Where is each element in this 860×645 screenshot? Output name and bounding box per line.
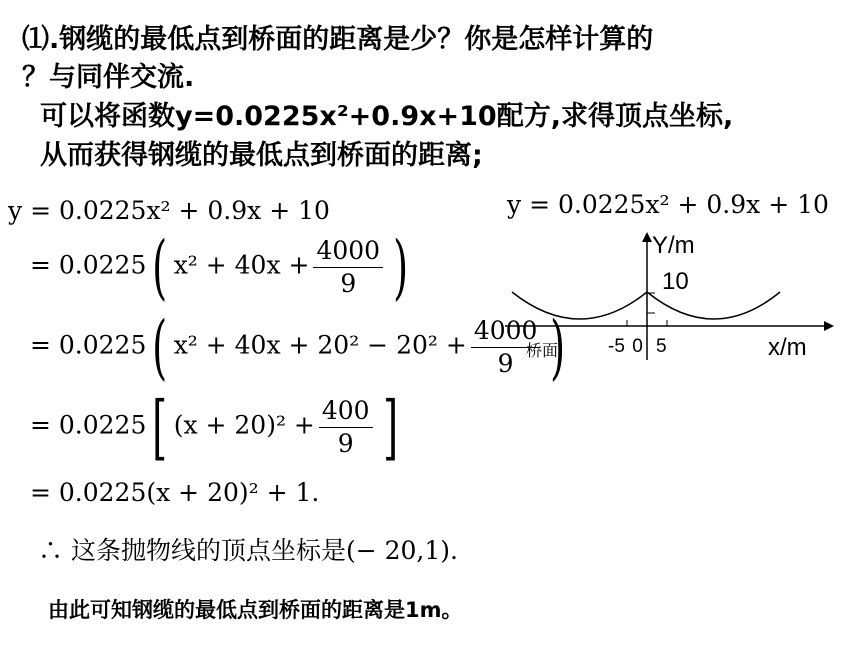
- cable-curve-right: [647, 292, 780, 319]
- derivation-step-5: = 0.0225(x + 20)² + 1.: [30, 478, 320, 507]
- question-line-2: ？与同伴交流.: [22, 62, 195, 93]
- x-tick-label-0: 0: [632, 336, 643, 357]
- step-3-numerator: 4000: [471, 317, 541, 348]
- derivation-step-2: [30, 226, 414, 308]
- step-3-paren-open: (: [152, 306, 168, 388]
- x-tick-label-5: 5: [656, 336, 667, 357]
- hint-formula: y=0.0225x²+0.9x+10: [175, 101, 497, 132]
- hint-line-2: 从而获得钢缆的最低点到桥面的距离;: [40, 140, 483, 171]
- step-3-denominator: 9: [497, 348, 514, 378]
- y-axis-label: Y/m: [652, 232, 695, 259]
- step-3-inner: x² + 40x + 20² − 20² +: [173, 330, 467, 360]
- hint-line-1: [40, 99, 733, 135]
- step-4-bracket-open: [: [152, 386, 168, 468]
- step-4-inner: (x + 20)² +: [173, 410, 315, 440]
- y-axis-arrow-icon: [642, 232, 652, 242]
- derivation-step-1: y = 0.0225x² + 0.9x + 10: [8, 196, 330, 225]
- conclusion: 由此可知钢缆的最低点到桥面的距离是1m。: [48, 598, 463, 622]
- y-tick-label: 10: [662, 268, 689, 295]
- x-tick-label-neg5: -5: [608, 336, 625, 357]
- x-tick-labels: [608, 336, 667, 358]
- step-4-bracket-close: ]: [382, 386, 398, 468]
- vertex-statement: ∴ 这条抛物线的顶点坐标是(− 20,1).: [38, 536, 458, 565]
- hint-suffix: 配方,求得顶点坐标,: [496, 101, 734, 132]
- step-2-fraction: [313, 237, 383, 298]
- derivation-step-3: [30, 306, 572, 388]
- step-3-paren-close: ): [550, 306, 566, 388]
- question-line-1: ⑴.钢缆的最低点到桥面的距离是少？你是怎样计算的: [22, 24, 654, 55]
- bridge-label: 桥面: [526, 341, 559, 360]
- x-axis-label: x/m: [768, 334, 807, 361]
- x-axis-arrow-icon: [824, 321, 834, 331]
- step-2-numerator: 4000: [313, 237, 383, 268]
- step-2-paren-close: ): [393, 226, 409, 308]
- hint-prefix: 可以将函数: [40, 101, 175, 132]
- step-4-prefix: = 0.0225: [30, 410, 147, 440]
- step-2-paren-open: (: [152, 226, 168, 308]
- derivation-step-4: [30, 386, 404, 468]
- step-4-denominator: 9: [337, 428, 354, 458]
- step-3-prefix: = 0.0225: [30, 330, 147, 360]
- step-4-numerator: 400: [319, 397, 373, 428]
- step-2-denominator: 9: [340, 268, 357, 298]
- step-2-prefix: = 0.0225: [30, 250, 147, 280]
- step-2-inner: x² + 40x +: [173, 250, 310, 280]
- graph-equation: y = 0.0225x² + 0.9x + 10: [507, 190, 829, 219]
- step-4-fraction: [319, 397, 373, 458]
